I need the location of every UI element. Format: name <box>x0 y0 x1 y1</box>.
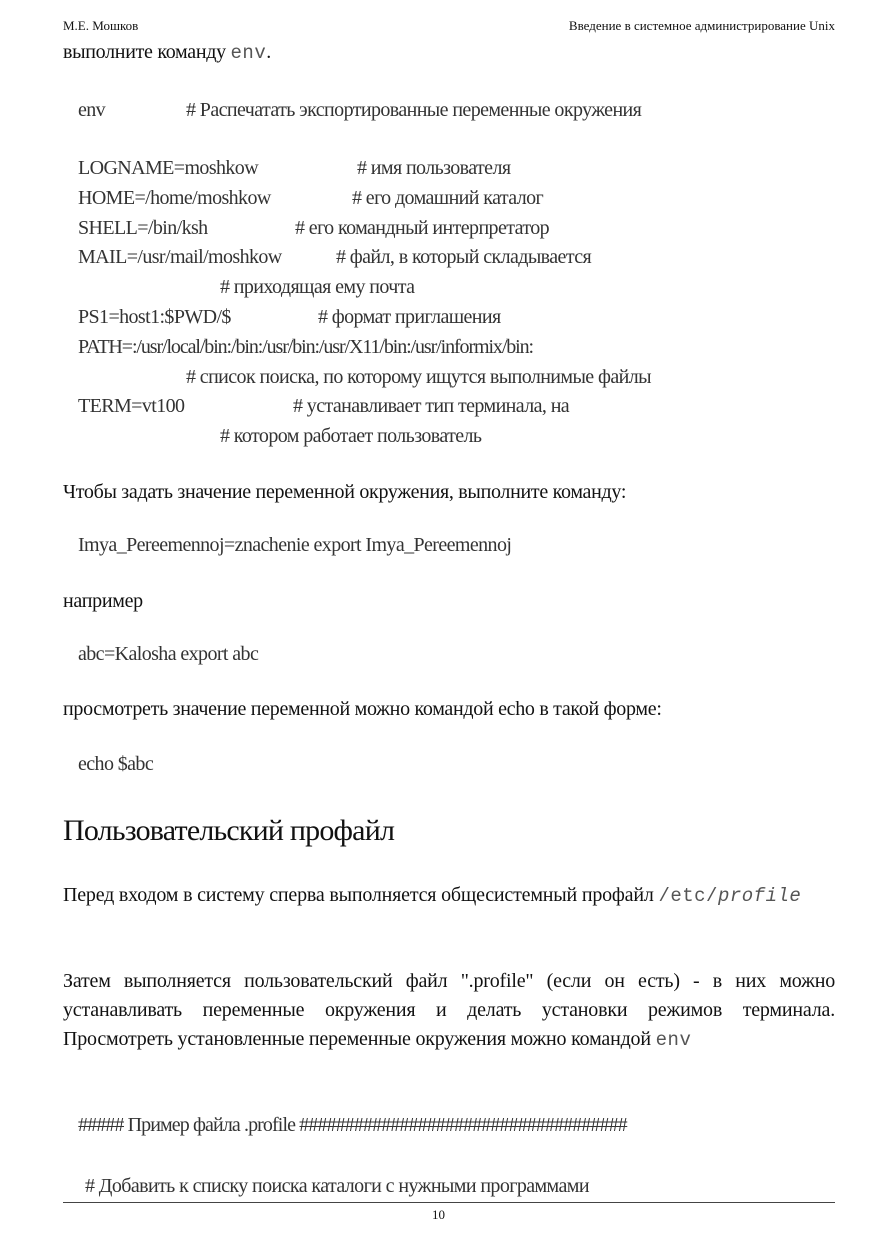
env-var-line: HOME=/home/moshkow <box>78 187 271 209</box>
profile-example-header: ##### Пример файла .profile #################################### <box>78 1114 627 1136</box>
example-code: abc=Kalosha export abc <box>78 643 259 665</box>
env-comment: # Распечатать экспортированные переменные окружения <box>186 99 642 121</box>
env-var-line: MAIL=/usr/mail/moshkow <box>78 246 282 268</box>
intro-line <box>63 40 271 65</box>
paragraph-1-text: Перед входом в систему сперва выполняется общесистемный профайл <box>63 884 659 906</box>
env-var-comment: # его командный интерпретатор <box>295 217 550 239</box>
env-var-comment: # приходящая ему почта <box>220 276 415 298</box>
header-author: М.Е. Мошков <box>63 18 139 33</box>
env-command: env <box>78 99 106 121</box>
intro-command: env <box>230 42 267 64</box>
footer-divider <box>63 1202 835 1203</box>
paragraph-2-text: Затем выполняется пользовательский файл ".profile" (если он есть) - в них можно устанавливать переменные окружения и делать установки режимов терминала. Просмотреть установленные переменные окружения можно командой <box>63 970 835 1050</box>
env-var-comment: # формат приглашения <box>318 306 501 328</box>
env-var-comment: # список поиска, по которому ищутся выполнимые файлы <box>186 366 651 388</box>
profile-paragraph-1 <box>63 881 835 911</box>
echo-text: просмотреть значение переменной можно командой echo в такой форме: <box>63 698 662 720</box>
profile-filename: profile <box>717 885 802 907</box>
example-text: например <box>63 590 143 612</box>
env-var-comment: # котором работает пользователь <box>220 425 482 447</box>
set-var-code: Imya_Pereemennoj=znachenie export Imya_Pereemennoj <box>78 534 512 556</box>
profile-paragraph-2 <box>63 967 835 1055</box>
env-var-line: PS1=host1:$PWD/$ <box>78 306 231 328</box>
header-title: Введение в системное администрирование Unix <box>568 18 835 33</box>
etc-path: /etc/ <box>658 885 718 907</box>
env-var-line: SHELL=/bin/ksh <box>78 217 208 239</box>
env-command-inline: env <box>655 1029 692 1051</box>
echo-code: echo $abc <box>78 753 154 775</box>
section-title: Пользовательский профайл <box>63 814 395 847</box>
profile-example-comment: # Добавить к списку поиска каталоги с нужными программами <box>85 1175 589 1197</box>
env-var-comment: # устанавливает тип терминала, на <box>293 395 570 417</box>
intro-text: выполните команду <box>63 41 231 63</box>
page-number: 10 <box>432 1207 445 1222</box>
env-var-line: TERM=vt100 <box>78 395 185 417</box>
env-var-comment: # его домашний каталог <box>352 187 544 209</box>
env-var-line: LOGNAME=moshkow <box>78 157 259 179</box>
env-var-line: PATH=:/usr/local/bin:/bin:/usr/bin:/usr/X11/bin:/usr/informix/bin: <box>78 336 533 358</box>
set-var-text: Чтобы задать значение переменной окружения, выполните команду: <box>63 481 627 503</box>
env-var-comment: # имя пользователя <box>357 157 511 179</box>
intro-tail: . <box>266 41 271 63</box>
env-var-comment: # файл, в который складывается <box>336 246 592 268</box>
